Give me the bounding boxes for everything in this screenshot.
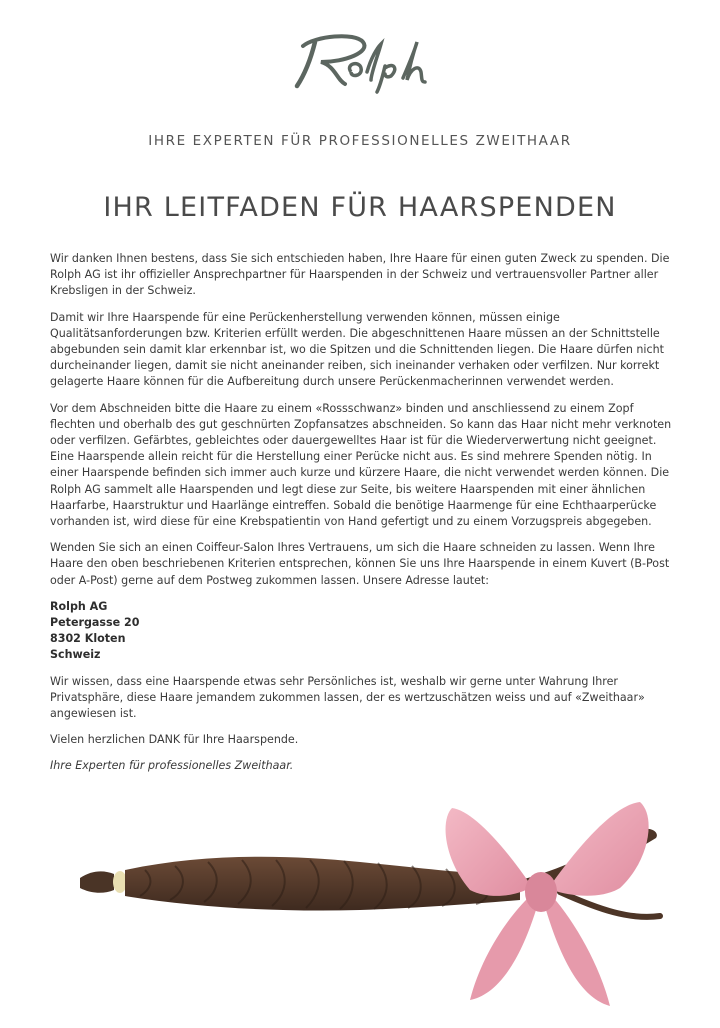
paragraph-intro: Wir danken Ihnen bestens, dass Sie sich entschieden haben, Ihre Haare für einen guten Zweck zu spenden. Die Rolph AG ist ihr offizieller Ansprechpartner für Haarspenden in der Schweiz und vertrauensvoller Partner aller Krebsligen in der Schweiz. [50, 252, 670, 298]
tagline: IHRE EXPERTEN FÜR PROFESSIONELLES ZWEITHAAR [148, 133, 572, 149]
paragraph-instructions: Vor dem Abschneiden bitte die Haare zu einem «Rossschwanz» binden und anschliessend zu einem Zopf flechten und oberhalb des gut geschnürten Zopfansatzes abschneiden. So kann das Haar nicht mehr verknoten oder verfilzen. Gefärbtes, gebleichtes oder dauergewelltes Haar ist für die Wiederverwertung nicht geeignet. Eine Haarspende allein reicht für die Herstellung einer Perücke nicht aus. Es sind mehrere Spenden nötig. In einer Haarspende befinden sich immer auch kurze und kürzere Haare, die nicht verwendet werden können. Die Rolph AG sammelt alle Haarspenden und legt diese zur Seite, bis weitere Haarspenden mit einer ähnlichen Haarfarbe, Haarstruktur und Haarlänge eintreffen. Sobald die benötige Haarmenge für eine Echthaarperücke vorhanden ist, wird diese für eine Krebspatientin von Hand gefertigt und zu einem Vorzugspreis abgegeben. [50, 401, 672, 529]
address-city: 8302 Kloten [50, 632, 126, 646]
braided-hair-with-bow-image [0, 800, 720, 1024]
paragraph-criteria: Damit wir Ihre Haarspende für eine Perückenherstellung verwenden können, müssen einige Qualitätsanforderungen bzw. Kriterien erfüllt werden. Die abgeschnittenen Haare müssen an der Schnittstelle abgebunden sein damit klar erkennbar ist, wo die Spitzen und die Schnittenden liegen. Die Haare dürfen nicht durcheinander liegen, damit sie nicht aneinander reiben, sich ineinander verhaken oder verfilzen. Nur korrekt gelagerte Haare können für die Aufbereitung durch unsere Perückenmacherinnen verwendet werden. [50, 310, 664, 389]
hair-tie [113, 871, 127, 893]
signature: Ihre Experten für professionelles Zweithaar. [50, 759, 294, 773]
address-country: Schweiz [50, 648, 101, 662]
braid-tip [80, 871, 114, 892]
address-street: Petergasse 20 [50, 616, 140, 630]
paragraph-shipping: Wenden Sie sich an einen Coiffeur-Salon Ihres Vertrauens, um sich die Haare schneiden zu lassen. Wenn Ihre Haare den oben beschriebenen Kriterien entsprechen, können Sie uns Ihre Haarspende in einem Kuvert (B-Post oder A-Post) gerne auf dem Postweg zukommen lassen. Unsere Adresse lautet: [50, 541, 670, 587]
braid-photo [0, 800, 720, 1024]
rolph-script-logo [285, 28, 435, 94]
postal-address [50, 599, 676, 664]
address-company: Rolph AG [50, 599, 108, 613]
paragraph-privacy: Wir wissen, dass eine Haarspende etwas sehr Persönliches ist, weshalb wir gerne unter Wahrung Ihrer Privatsphäre, diese Haare jemandem zukommen lassen, der es wertzuschätzen weiss und auf «Zweithaar» angewiesen ist. [50, 674, 645, 721]
rolph-logo [0, 28, 720, 98]
page-title: IHR LEITFADEN FÜR HAARSPENDEN [103, 192, 617, 223]
paragraph-thanks: Vielen herzlichen DANK für Ihre Haarspende. [50, 733, 299, 747]
document-body [50, 251, 676, 785]
